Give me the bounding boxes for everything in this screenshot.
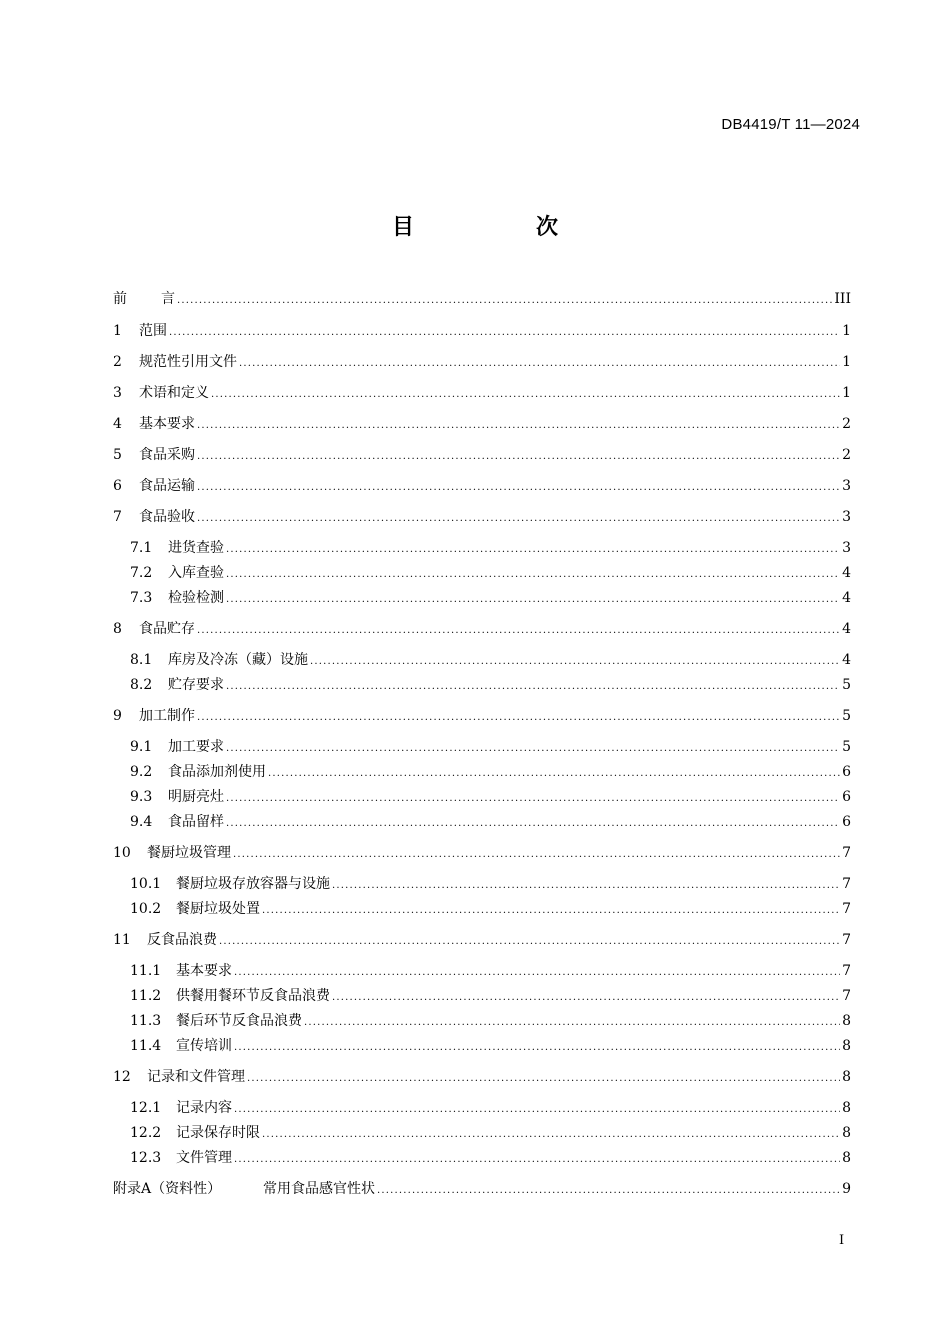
toc-entry-number: 9.1 <box>130 739 153 755</box>
toc-entry-title: 餐后环节反食品浪费 <box>176 1013 302 1029</box>
toc-entry[interactable] <box>113 351 851 373</box>
toc-entry-title: 进货查验 <box>168 540 224 556</box>
toc-entry-page: 6 <box>842 814 851 830</box>
toc-entry-page: 5 <box>842 739 851 755</box>
toc-entry[interactable] <box>113 929 851 951</box>
toc-leader-dots <box>197 620 840 642</box>
toc-entry-number: 10 <box>113 845 131 861</box>
toc-entry-number: 2 <box>113 354 122 370</box>
toc-entry-page: 9 <box>842 1181 851 1197</box>
toc-entry[interactable] <box>130 873 851 895</box>
toc-leader-dots <box>211 384 840 406</box>
toc-entry[interactable] <box>130 537 851 559</box>
toc-leader-dots <box>226 813 840 835</box>
toc-leader-dots <box>377 1180 840 1202</box>
toc-entry-page: III <box>834 291 851 307</box>
toc-entry[interactable] <box>130 674 851 696</box>
toc-entry[interactable] <box>113 288 851 310</box>
toc-entry-title: 食品添加剂使用 <box>168 764 266 780</box>
toc-entry-number: 11.2 <box>130 988 162 1004</box>
toc-entry-page: 4 <box>842 590 851 606</box>
toc-entry[interactable] <box>130 562 851 584</box>
page-number: I <box>839 1233 845 1248</box>
toc-entry-number: 10.1 <box>130 876 162 892</box>
toc-leader-dots <box>197 707 840 729</box>
toc-entry-title: 规范性引用文件 <box>139 354 237 370</box>
toc-entry[interactable] <box>130 786 851 808</box>
toc-leader-dots <box>226 589 840 611</box>
toc-entry-number: 9.3 <box>130 789 153 805</box>
toc-leader-dots <box>247 1068 840 1090</box>
toc-entry-title: 库房及冷冻（藏）设施 <box>168 652 308 668</box>
toc-leader-dots <box>234 1149 840 1171</box>
toc-entry[interactable] <box>130 960 851 982</box>
toc-entry-number: 8.1 <box>130 652 153 668</box>
toc-leader-dots <box>226 738 840 760</box>
toc-entry-title: 餐厨垃圾存放容器与设施 <box>176 876 330 892</box>
toc-entry[interactable] <box>130 736 851 758</box>
toc-entry-title: 术语和定义 <box>139 385 209 401</box>
toc-entry[interactable] <box>130 811 851 833</box>
toc-leader-dots <box>262 1124 840 1146</box>
toc-entry-page: 7 <box>842 845 851 861</box>
toc-entry-title: 贮存要求 <box>168 677 224 693</box>
toc-entry-page: 5 <box>842 708 851 724</box>
toc-entry-title: 常用食品感官性状 <box>263 1181 375 1197</box>
toc-entry-page: 4 <box>842 565 851 581</box>
toc-entry-page: 8 <box>842 1038 851 1054</box>
toc-entry-page: 6 <box>842 764 851 780</box>
toc-entry-number: 7 <box>113 509 122 525</box>
toc-entry-number: 11 <box>113 932 131 948</box>
toc-entry-page: 7 <box>842 876 851 892</box>
toc-leader-dots <box>226 564 840 586</box>
toc-entry-title: 食品运输 <box>139 478 195 494</box>
toc-entry-number: 4 <box>113 416 122 432</box>
toc-entry-number: 9.2 <box>130 764 153 780</box>
toc-entry-number: 11.1 <box>130 963 162 979</box>
toc-entry[interactable] <box>130 898 851 920</box>
toc-leader-dots <box>268 763 840 785</box>
toc-entry-number: 7.1 <box>130 540 153 556</box>
toc-entry-title: 反食品浪费 <box>147 932 217 948</box>
toc-entry-number: 12.1 <box>130 1100 162 1116</box>
toc-entry-page: 5 <box>842 677 851 693</box>
toc-leader-dots <box>197 446 840 468</box>
toc-entry-number: 7.2 <box>130 565 153 581</box>
toc-entry-title: 明厨亮灶 <box>168 789 224 805</box>
toc-entry-number: 12.2 <box>130 1125 162 1141</box>
toc-entry-page: 3 <box>842 509 851 525</box>
toc-entry-number: 1 <box>113 323 122 339</box>
toc-entry[interactable] <box>113 444 851 466</box>
toc-leader-dots <box>169 322 840 344</box>
toc-leader-dots <box>262 900 840 922</box>
toc-entry[interactable] <box>130 1035 851 1057</box>
toc-entry-title: 加工要求 <box>168 739 224 755</box>
toc-leader-dots <box>233 844 840 866</box>
toc-entry-title: 供餐用餐环节反食品浪费 <box>176 988 330 1004</box>
toc-entry-title: 食品留样 <box>168 814 224 830</box>
toc-entry-number: 6 <box>113 478 122 494</box>
toc-entry-page: 8 <box>842 1100 851 1116</box>
toc-entry[interactable] <box>113 506 851 528</box>
toc-entry-page: 7 <box>842 932 851 948</box>
toc-entry-number: 12 <box>113 1069 131 1085</box>
toc-entry-number: 5 <box>113 447 122 463</box>
toc-entry-title: 食品采购 <box>139 447 195 463</box>
toc-entry-title: 记录保存时限 <box>176 1125 260 1141</box>
toc-entry[interactable] <box>130 761 851 783</box>
toc-entry[interactable] <box>113 1066 851 1088</box>
toc-entry[interactable] <box>113 1178 851 1200</box>
toc-entry[interactable] <box>113 320 851 342</box>
toc-entry-title: 记录和文件管理 <box>147 1069 245 1085</box>
toc-entry-page: 7 <box>842 963 851 979</box>
toc-entry[interactable] <box>113 475 851 497</box>
toc-entry-page: 1 <box>842 354 851 370</box>
toc-entry-number: 3 <box>113 385 122 401</box>
toc-entry[interactable] <box>130 1010 851 1032</box>
toc-entry[interactable] <box>113 413 851 435</box>
toc-entry[interactable] <box>113 842 851 864</box>
toc-entry[interactable] <box>113 705 851 727</box>
toc-entry-number: 8.2 <box>130 677 153 693</box>
toc-entry-page: 6 <box>842 789 851 805</box>
toc-leader-dots <box>234 1037 840 1059</box>
toc-entry-title: 文件管理 <box>176 1150 232 1166</box>
toc-leader-dots <box>177 290 832 312</box>
toc-entry-title: 宣传培训 <box>176 1038 232 1054</box>
toc-leader-dots <box>226 788 840 810</box>
toc-entry[interactable] <box>130 1147 851 1169</box>
toc-entry[interactable] <box>130 1122 851 1144</box>
toc-entry[interactable] <box>113 382 851 404</box>
toc-entry-page: 3 <box>842 540 851 556</box>
toc-entry[interactable] <box>130 649 851 671</box>
toc-leader-dots <box>197 477 840 499</box>
toc-leader-dots <box>310 651 840 673</box>
toc-entry-title: 入库查验 <box>168 565 224 581</box>
toc-entry-title: 餐厨垃圾管理 <box>147 845 231 861</box>
toc-entry-title: 检验检测 <box>168 590 224 606</box>
toc-leader-dots <box>226 539 840 561</box>
toc-entry-page: 1 <box>842 323 851 339</box>
toc-entry-page: 7 <box>842 988 851 1004</box>
toc-entry-page: 2 <box>842 447 851 463</box>
toc-entry-page: 8 <box>842 1150 851 1166</box>
toc-leader-dots <box>197 415 840 437</box>
toc-leader-dots <box>332 987 840 1009</box>
toc-entry-title: 基本要求 <box>176 963 232 979</box>
toc-entry-page: 1 <box>842 385 851 401</box>
toc-entry-title: 范围 <box>139 323 167 339</box>
toc-leader-dots <box>197 508 840 530</box>
toc-leader-dots <box>239 353 840 375</box>
toc-entry[interactable] <box>130 1097 851 1119</box>
toc-entry-number: 9.4 <box>130 814 153 830</box>
toc-entry-title: 食品贮存 <box>139 621 195 637</box>
toc-entry-page: 3 <box>842 478 851 494</box>
toc-entry-number: 7.3 <box>130 590 153 606</box>
toc-entry-title: 加工制作 <box>139 708 195 724</box>
toc-leader-dots <box>234 962 840 984</box>
toc-entry-title: 基本要求 <box>139 416 195 432</box>
toc-leader-dots <box>226 676 840 698</box>
toc-entry-number: 8 <box>113 621 122 637</box>
toc-entry-number: 12.3 <box>130 1150 162 1166</box>
toc-entry-page: 2 <box>842 416 851 432</box>
toc-entry-page: 4 <box>842 621 851 637</box>
toc-entry-page: 8 <box>842 1069 851 1085</box>
toc-entry[interactable] <box>113 618 851 640</box>
toc-entry-number: 11.4 <box>130 1038 162 1054</box>
toc-entry-number: 前 <box>113 291 127 307</box>
toc-entry-page: 4 <box>842 652 851 668</box>
toc-entry-number: 10.2 <box>130 901 162 917</box>
toc-leader-dots <box>219 931 840 953</box>
toc-entry-title: 记录内容 <box>176 1100 232 1116</box>
toc-entry-title: 言 <box>161 291 175 307</box>
toc-leader-dots <box>304 1012 840 1034</box>
toc-entry-title: 餐厨垃圾处置 <box>176 901 260 917</box>
toc-entry-page: 8 <box>842 1125 851 1141</box>
toc-entry-number: 11.3 <box>130 1013 162 1029</box>
document-code: DB4419/T 11—2024 <box>721 116 860 133</box>
toc-entry[interactable] <box>130 587 851 609</box>
toc-entry-number: 附录A（资料性） <box>113 1181 222 1197</box>
toc-entry-page: 7 <box>842 901 851 917</box>
toc-entry-page: 8 <box>842 1013 851 1029</box>
toc-entry-number: 9 <box>113 708 122 724</box>
toc-leader-dots <box>332 875 840 897</box>
toc-entry-title: 食品验收 <box>139 509 195 525</box>
page-title: 目 次 <box>391 215 608 240</box>
toc-leader-dots <box>234 1099 840 1121</box>
toc-entry[interactable] <box>130 985 851 1007</box>
